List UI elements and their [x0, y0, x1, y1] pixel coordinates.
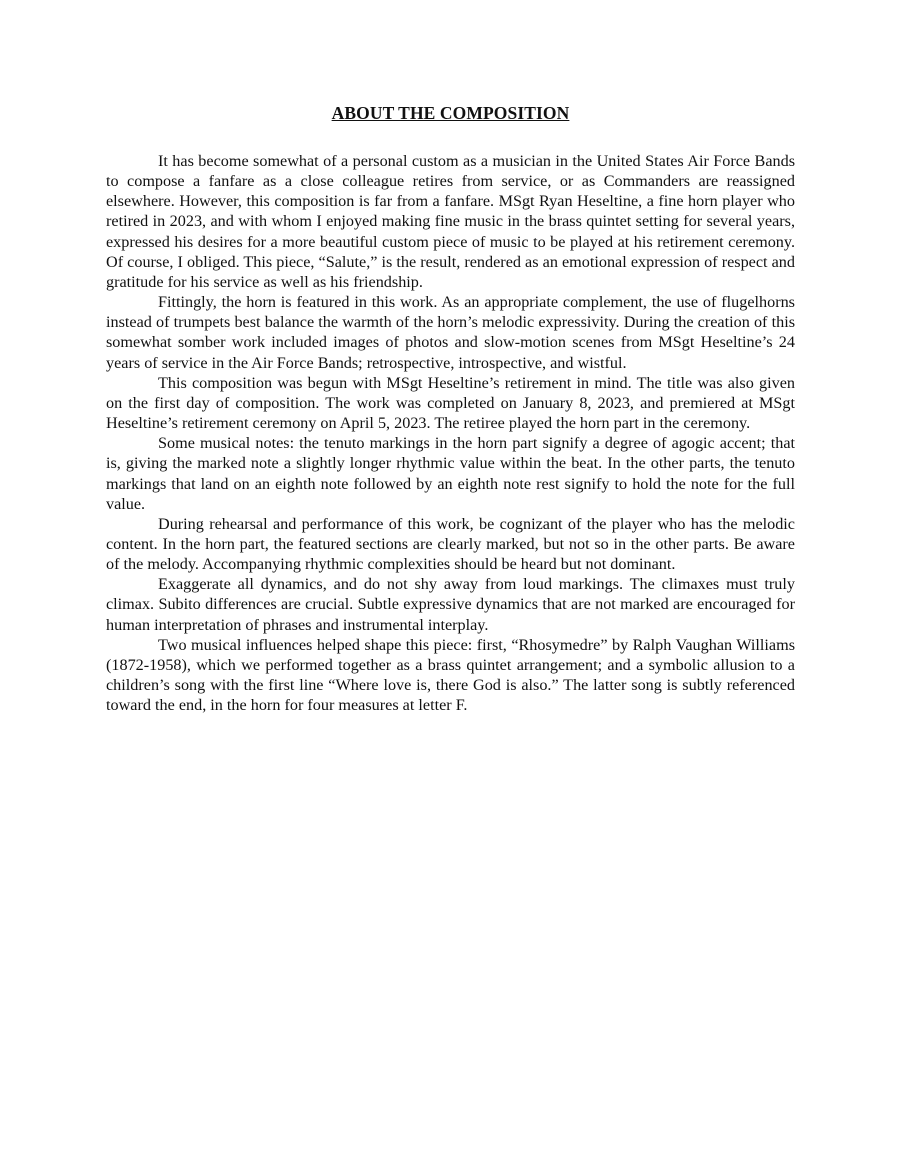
paragraph-influences: Two musical influences helped shape this piece: first, “Rhosymedre” by Ralph Vaughan Williams (1872-1958), which we performed together as a brass quintet arrangement; and a symbolic allusion to a children’s song with the first line “Where love is, there God is also.” The latter song is subtly referenced toward the end, in the horn for four measures at letter F. — [106, 635, 795, 715]
document-body — [106, 103, 795, 715]
paragraph-musical-notes: Some musical notes: the tenuto markings in the horn part signify a degree of agogic accent; that is, giving the marked note a slightly longer rhythmic value within the beat. In the other parts, the tenuto markings that land on an eighth note followed by an eighth note rest signify to hold the note for the full value. — [106, 434, 795, 513]
paragraph-rehearsal: During rehearsal and performance of this work, be cognizant of the player who has the melodic content. In the horn part, the featured sections are clearly marked, but not so in the other parts. Be aware of the melody. Accompanying rhythmic complexities should be heard but not dominant. — [106, 514, 795, 574]
paragraph-history: This composition was begun with MSgt Heseltine’s retirement in mind. The title was also given on the first day of composition. The work was completed on January 8, 2023, and premiered at MSgt Heseltine’s retirement ceremony on April 5, 2023. The retiree played the horn part in the ceremony. — [106, 373, 795, 433]
paragraph-instrumentation: Fittingly, the horn is featured in this work. As an appropriate complement, the use of flugelhorns instead of trumpets best balance the warmth of the horn’s melodic expressivity. During the creation of this somewhat somber work included images of photos and slow-motion scenes from MSgt Heseltine’s 24 years of service in the Air Force Bands; retrospective, introspective, and wistful. — [106, 293, 795, 372]
page-title: ABOUT THE COMPOSITION — [331, 103, 570, 123]
paragraph-custom-origin: It has become somewhat of a personal custom as a musician in the United States Air Force Bands to compose a fanfare as a close colleague retires from service, or as Commanders are reassigned elsewhere. However, this composition is far from a fanfare. MSgt Ryan Heseltine, a fine horn player who retired in 2023, and with whom I enjoyed making fine music in the brass quintet setting for several years, expressed his desires for a more beautiful custom piece of music to be played at his retirement ceremony. Of course, I obliged. This piece, “Salute,” is the result, rendered as an emotional expression of respect and gratitude for his service as well as his friendship. — [106, 152, 795, 291]
paragraph-dynamics: Exaggerate all dynamics, and do not shy away from loud markings. The climaxes must truly climax. Subito differences are crucial. Subtle expressive dynamics that are not marked are encouraged for human interpretation of phrases and instrumental interplay. — [106, 575, 795, 634]
